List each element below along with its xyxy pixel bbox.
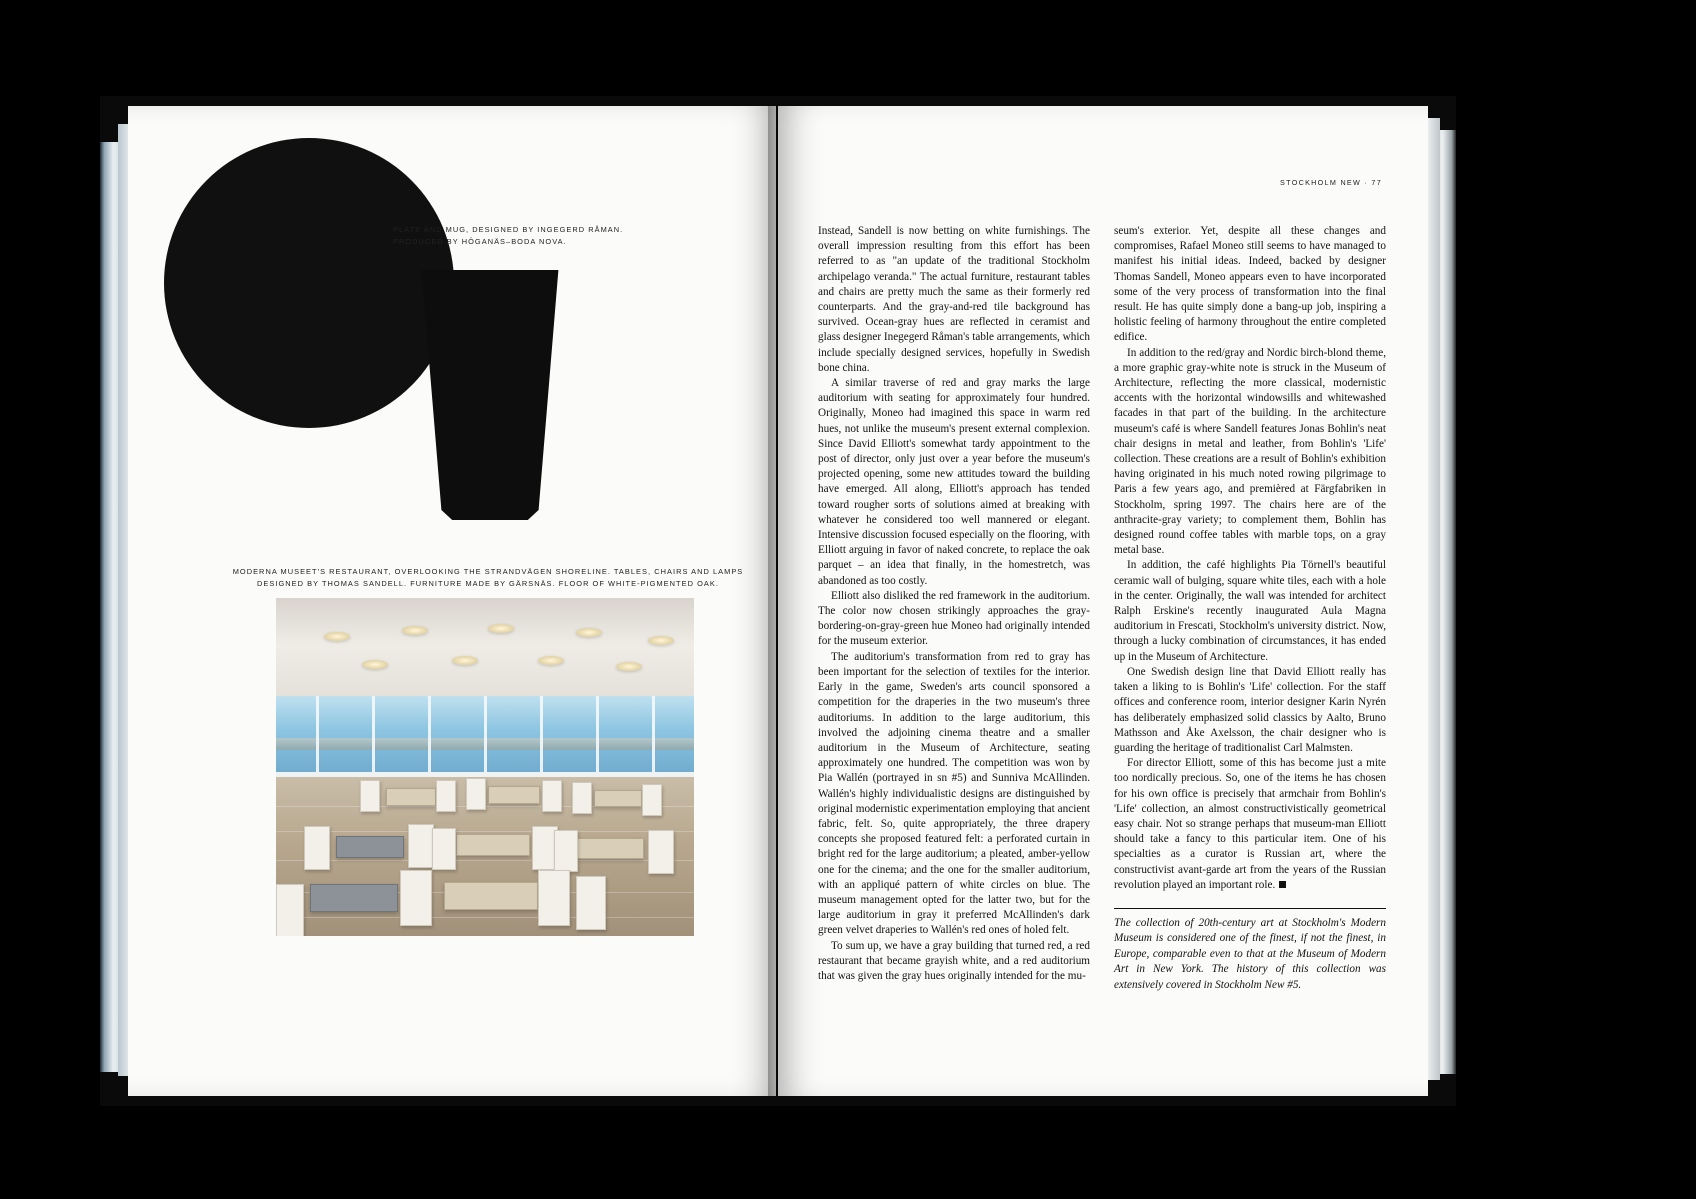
paragraph: One Swedish design line that David Elliott really has taken a liking to is Bohlin's 'Life' collection. For the staff offices and conference room, interior designer Karin Nyrén has deliberately emphasized solid classics by Aalto, Bruno Mathsson and Åke Axelsson, the chair designer who is guarding the heritage of traditionalist Carl Malmsten. <box>1114 665 1386 754</box>
window-mullion <box>596 696 599 777</box>
end-mark-icon <box>1279 881 1286 888</box>
divider-rule <box>1114 908 1386 909</box>
chair <box>304 826 330 870</box>
paragraph-text: For director Elliott, some of this has become just a mite too nordically precious. So, one of the items he has chosen for his own office is precisely that armchair from Bohlin's 'Life' collection, an almost constructivistically geometrical easy chair. Not so strange perhaps that museum-man Elliott should take a fancy to this particular item. One of his specialties as a curator is Russian art, where the constructivist avant-garde art from the years of the Russian revolution played an important role. <box>1114 757 1386 891</box>
window-mullion <box>540 696 543 777</box>
dining-table <box>594 790 642 807</box>
closing-note <box>1114 908 1386 993</box>
window-mullion <box>484 696 487 777</box>
dining-table-gray <box>336 836 404 858</box>
open-book <box>100 96 1456 1106</box>
paragraph: Instead, Sandell is now betting on white furnishings. The overall impression resulting from this effort has been referred to as "an update of the traditional Stockholm archipelago veranda." The actual furniture, restaurant tables and chairs are pretty much the same as their formerly red counterparts. And the gray-and-red tile background has survived. Ocean-gray hues are reflected in ceramist and glass designer Inegegerd Råman's table arrangements, which include specially designed services, hopefully in Swedish bone china. <box>818 225 1090 374</box>
chair <box>408 824 434 868</box>
window-mullion <box>372 696 375 777</box>
ceiling-lamp-icon <box>362 660 388 669</box>
black-mug-silhouette <box>400 270 580 520</box>
chair <box>400 870 432 926</box>
ceiling-lamp-icon <box>538 656 564 665</box>
window-mullion <box>316 696 319 777</box>
window-mullion <box>428 696 431 777</box>
chair <box>576 876 606 930</box>
ceiling-lamp-icon <box>324 632 350 641</box>
chair <box>642 784 662 816</box>
paragraph: Elliott also disliked the red framework in the auditorium. The color now chosen strikingly approaches the gray-bordering-on-gray-green hue Moneo had originally intended for the museum exterior. <box>818 589 1090 648</box>
chair <box>648 830 674 874</box>
page-edge-right-secondary <box>1426 118 1440 1080</box>
dining-table <box>456 834 530 856</box>
page-folio: STOCKHOLM NEW · 77 <box>1280 178 1382 187</box>
right-page <box>778 106 1428 1096</box>
paragraph: To sum up, we have a gray building that turned red, a red restaurant that became grayish white, and a red auditorium that was given the gray hues originally intended for the mu- <box>818 939 1090 982</box>
ceiling-lamp-icon <box>616 662 642 671</box>
chair <box>432 828 456 870</box>
dining-table <box>386 788 436 806</box>
ceiling-lamp-icon <box>648 636 674 645</box>
caption-restaurant-photo: MODERNA MUSEET'S RESTAURANT, OVERLOOKING THE STRANDVÄGEN SHORELINE. TABLES, CHAIRS AND LAMPS DESIGNED BY THOMAS SANDELL. FURNITURE MADE BY GÄRSNÄS. FLOOR OF WHITE-PIGMENTED OAK. <box>232 567 744 588</box>
chair <box>572 782 592 814</box>
dining-table <box>488 786 540 804</box>
black-circle-plate-silhouette <box>164 138 454 428</box>
paragraph-final <box>1114 756 1386 893</box>
left-page <box>128 106 776 1096</box>
paragraph: A similar traverse of red and gray marks the large auditorium with seating for approximately four hundred. Originally, Moneo had imagined this space in warm red hues, not unlike the museum's present external complexion. Since David Elliott's somewhat tardy appointment to the post of director, only just over a year before the museum's projected opening, some new attitudes toward the building have emerged. All along, Elliott's approach has tended toward rougher sorts of solutions aimed at breaking with whatever he considered too well mannered or elegant. Intensive discussion focused especially on the flooring, with Elliott arguing in favor of naked concrete, to replace the oak parquet – an idea that finally, in the homestretch, was abandoned as too costly. <box>818 377 1090 587</box>
window-mullion <box>652 696 655 777</box>
caption-plate-and-mug: PLATE AND MUG, DESIGNED BY INGEGERD RÅMAN. PRODUCED BY HÖGANÄS–BODA NOVA. <box>393 225 624 246</box>
chair <box>538 870 570 926</box>
ceiling-lamp-icon <box>452 656 478 665</box>
ceiling-lamp-icon <box>576 628 602 637</box>
paragraph: In addition, the café highlights Pia Törnell's beautiful ceramic wall of bulging, square white tiles, each with a hole in the center. Originally, the wall was intended for architect Ralph Erskine's recently inaugurated Aula Magna auditorium in Frescati, Stockholm's university district. Now, through a lucky combination of circumstances, it has ended up in the Museum of Architecture. <box>1114 559 1386 663</box>
paragraph: seum's exterior. Yet, despite all these changes and compromises, Rafael Moneo still seems to have managed to manifest his initial ideas. Indeed, backed by designer Thomas Sandell, Moneo appears even to have incorporated some of the very process of transformation into the final result. He has quite simply done a bang-up job, inspiring a holistic feeling of harmony throughout the entire completed edifice. <box>1114 225 1386 344</box>
chair <box>466 778 486 810</box>
body-column-right <box>1114 224 1386 993</box>
dining-table <box>444 882 538 910</box>
ceiling-lamp-icon <box>488 624 514 633</box>
closing-note-text: The collection of 20th-century art at Stockholm's Modern Museum is considered one of the finest, if not the finest, in Europe, comparable even to that at the Museum of Modern Art in New York. The history of this collection was extensively covered in Stockholm New #5. <box>1114 916 1386 991</box>
body-column-left <box>818 224 1090 984</box>
paragraph: In addition to the red/gray and Nordic birch-blond theme, a more graphic gray-white note is struck in the Museum of Architecture, reflecting the more classical, modernistic accents with the horizontal windowsills and whitewashed facades in that part of the building. In the architecture museum's café is where Sandell features Jonas Bohlin's neat chair designs in metal and leather, from Bohlin's 'Life' collection. These creations are a result of Bohlin's exhibition having originated in his much noted rowing pilgrimage to Paris a few years ago, and premièred at Färgfabriken in Stockholm, spring 1997. The chairs here are of the anthracite-gray variety; to complement them, Bohlin has designed round coffee tables with marble tops, on a gray metal base. <box>1114 346 1386 557</box>
photo-ceiling <box>276 598 694 703</box>
restaurant-interior-photo <box>276 598 694 936</box>
chair <box>360 780 380 812</box>
ceiling-lamp-icon <box>402 626 428 635</box>
chair <box>542 780 562 812</box>
paragraph: The auditorium's transformation from red to gray has been important for the selection of textiles for the interior. Early in the game, Sweden's arts council sponsored a competition for the draperies in the two museum's three auditoriums. In addition to the large auditorium, this involved the adjoining cinema theatre and a smaller auditorium in the Museum of Architecture, seating approximately one hundred. The competition was won by Pia Wallén (portrayed in sn #5) and Sunniva McAllinden. Wallén's highly individualistic designs are distinguished by original modernistic experimentation employing that ancient fabric, felt. So, quite appropriately, the three drapery concepts she proposed featured felt: a perforated curtain in bright red for the large auditorium; a pleated, amber-yellow one for the cinema; and the one for the smaller auditorium, with an appliqué pattern of white circles on blue. The museum management opted for the latter two, but for the large auditorium in gray it preferred McAllinden's dark green velvet draperies to Wallén's red ones of holed felt. <box>818 650 1090 937</box>
chair <box>554 830 578 872</box>
chair <box>436 780 456 812</box>
chair <box>276 884 304 936</box>
dining-table-gray <box>310 884 398 912</box>
dining-table <box>576 838 644 859</box>
